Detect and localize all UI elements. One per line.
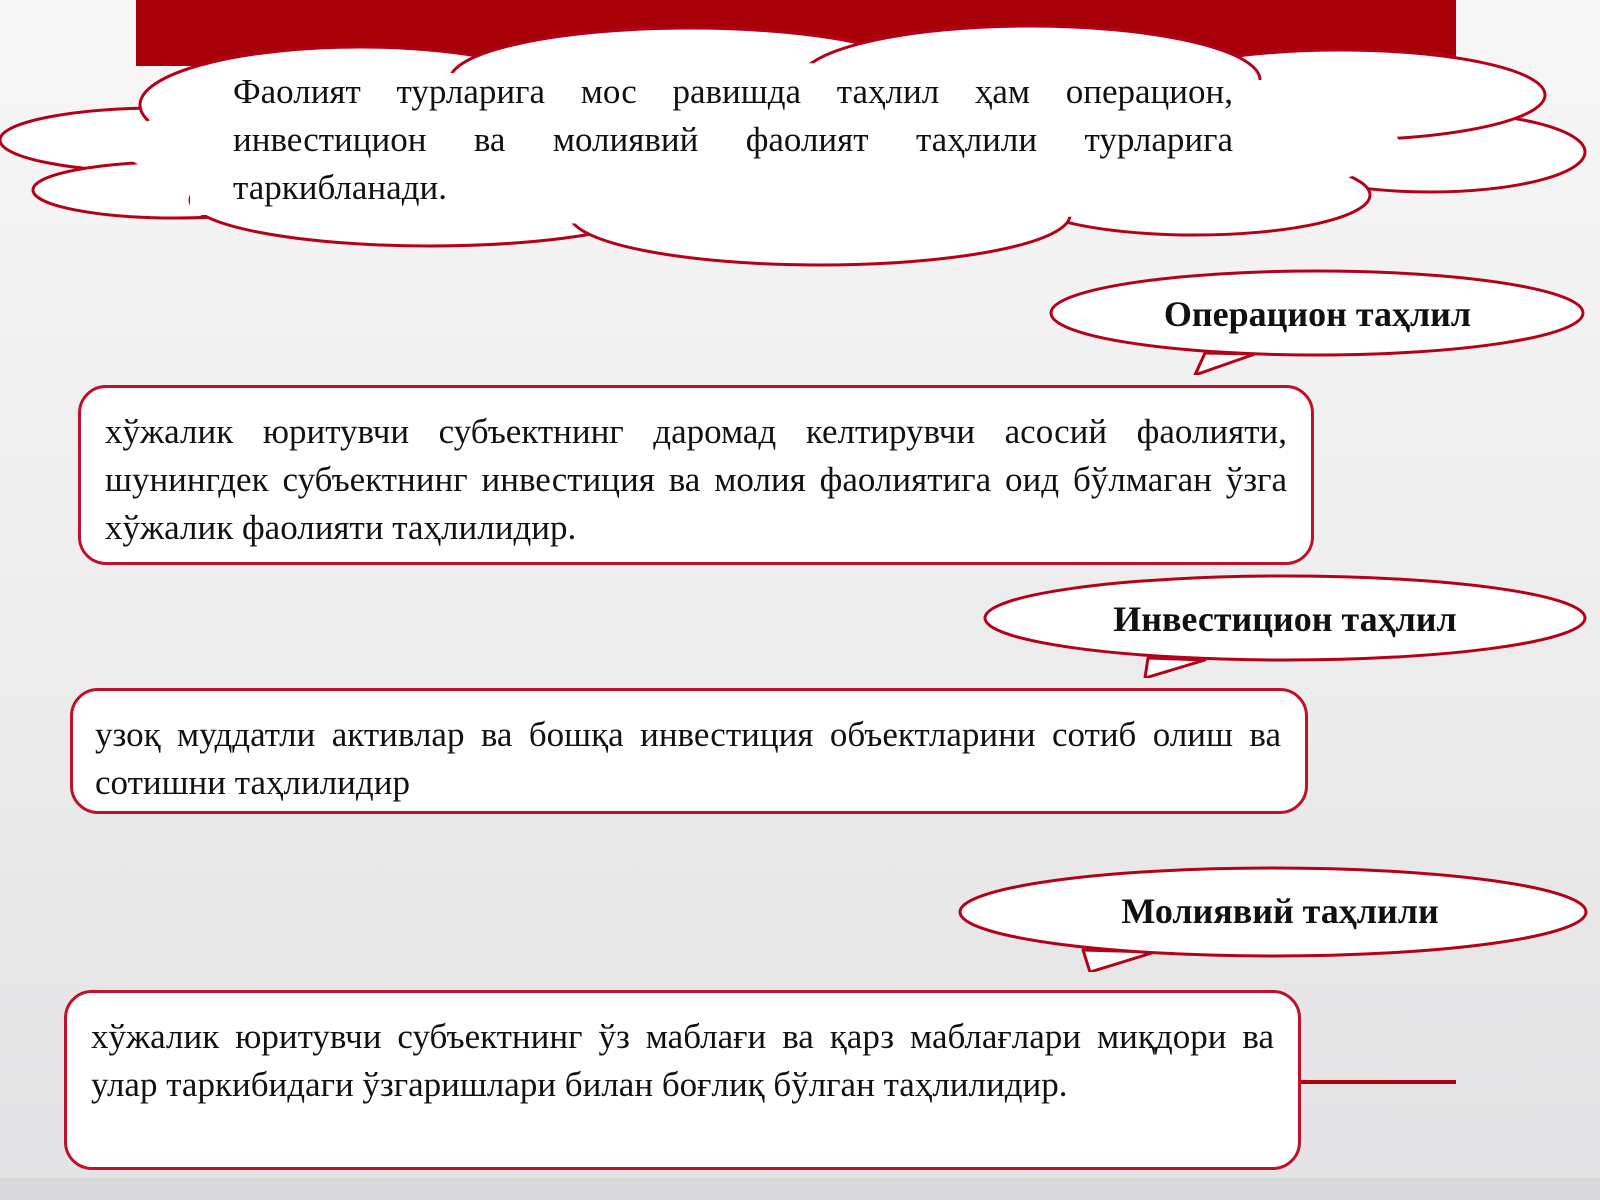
section-2-title: Инвестицион таҳлил <box>1113 599 1457 639</box>
section-1-box <box>78 385 1314 565</box>
section-2-description: узоқ муддатли активлар ва бошқа инвестиция объектларини сотиб олиш ва сотишни таҳлилидир <box>95 715 1281 802</box>
bottom-band <box>0 1178 1600 1200</box>
intro-text: Фаолият турларига мос равишда таҳлил ҳам операцион, инвестицион ва молиявий фаолият таҳлили турларига таркибланади. <box>233 72 1233 207</box>
section-3-description: хўжалик юритувчи субъектнинг ўз маблағи ва қарз маблағлари миқдори ва улар таркибидаги ўзгаришлари билан боғлиқ бўлган таҳлилидир. <box>91 1017 1274 1104</box>
section-2-box <box>70 688 1308 814</box>
section-3-box <box>64 990 1301 1170</box>
section-1-description: хўжалик юритувчи субъектнинг даромад келтирувчи асосий фаолияти, шунингдек субъектнинг инвестиция ва молия фаолиятига оид бўлмаган ўзга хўжалик фаолияти таҳлилидир. <box>105 412 1287 547</box>
connector-line <box>1301 1080 1456 1084</box>
section-1-title: Операцион таҳлил <box>1163 294 1472 334</box>
section-3-title: Молиявий таҳлили <box>1121 891 1439 931</box>
